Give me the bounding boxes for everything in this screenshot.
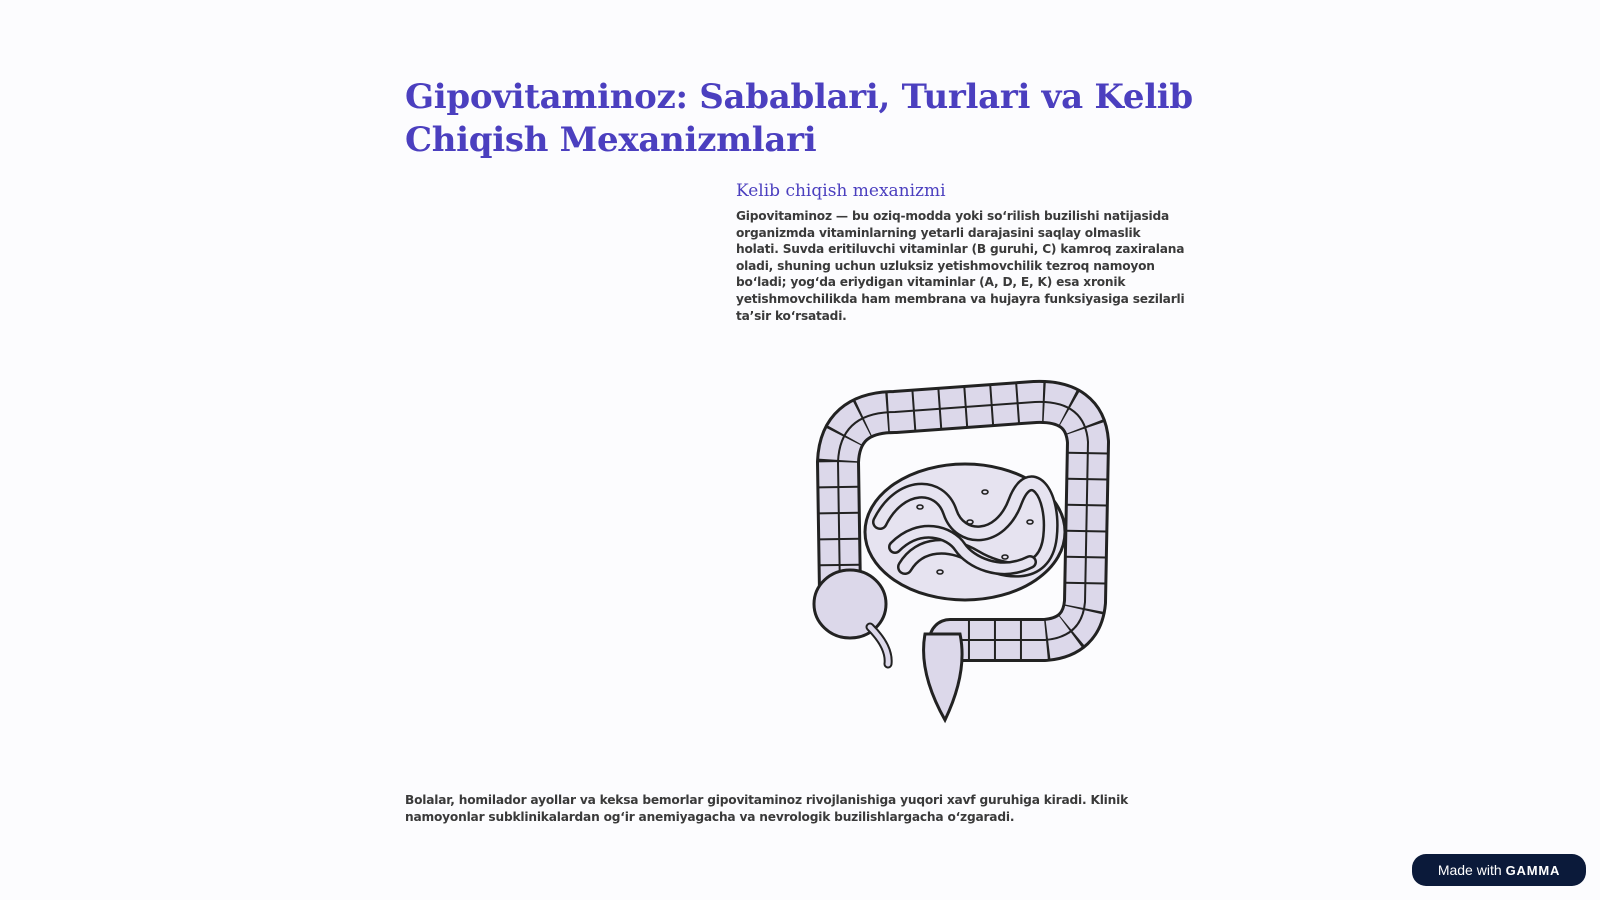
page-title: Gipovitaminoz: Sabablari, Turlari va Kelib Chiqish Mexanizmlari — [405, 77, 1193, 160]
section-heading: Kelib chiqish mexanizmi — [736, 181, 946, 201]
intestines-icon — [800, 372, 1130, 732]
made-with-gamma-badge[interactable] — [1412, 854, 1586, 886]
footer-text: Bolalar, homilador ayollar va keksa bemorlar gipovitaminoz rivojlanishiga yuqori xavf guruhiga kiradi. Klinik namoyonlar subklinikalardan og‘ir anemiyagacha va nevrologik buzilishlargacha o‘zgaradi. — [405, 793, 1129, 824]
gamma-logo: GAMMA — [1505, 862, 1561, 878]
badge-prefix: Made with — [1437, 862, 1502, 878]
section-body-text: Gipovitaminoz — bu oziq-modda yoki so‘rilish buzilishi natijasida organizmda vitaminlarning yetarli darajasini saqlay olmaslik holati. Suvda eritiluvchi vitaminlar (B guruhi, C) kamroq zaxiralana oladi, shuning uchun uzluksiz yetishmovchilik tezroq namoyon bo‘ladi; yog‘da eriydigan vitaminlar (A, D, E, K) esa xronik yetishmovchilikda ham membrana va hujayra funksiyasiga sezilarli ta’sir ko‘rsatadi. — [736, 209, 1185, 323]
